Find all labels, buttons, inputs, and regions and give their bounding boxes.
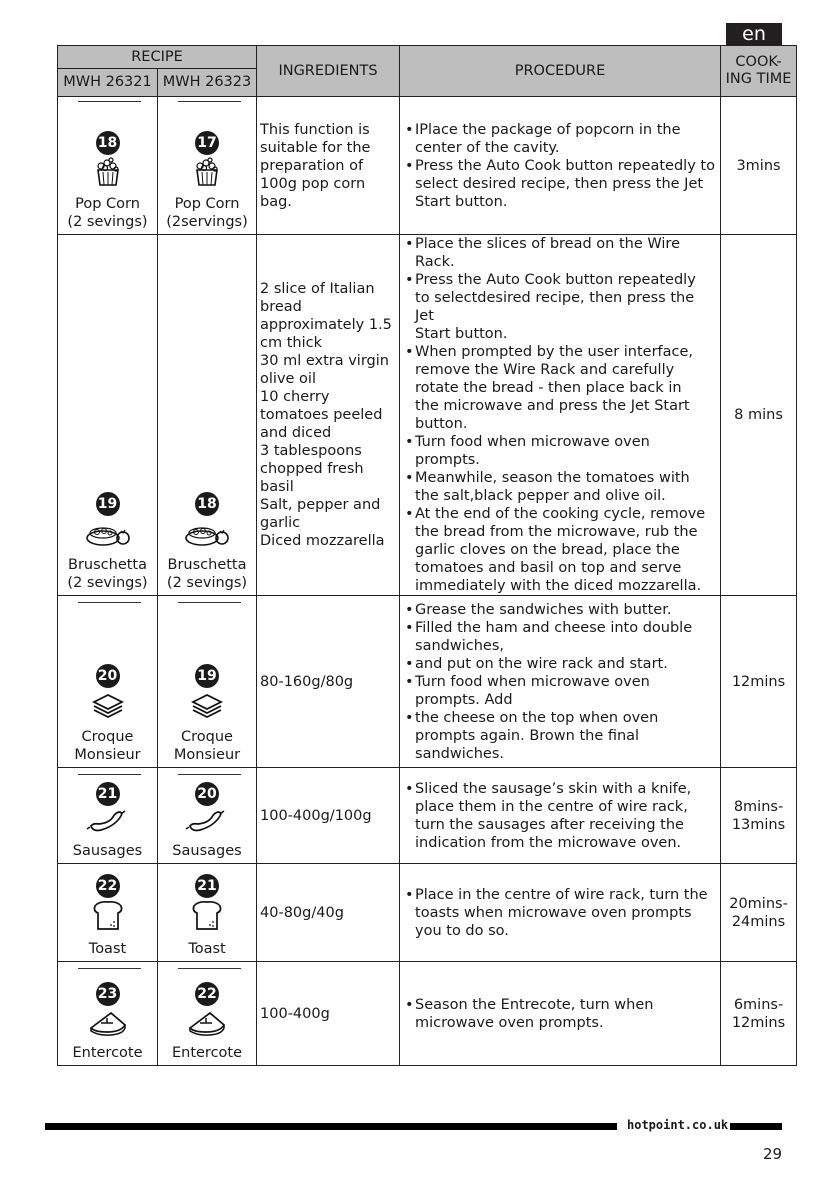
recipe-name: Bruschetta: [68, 557, 147, 573]
procedure-step: [405, 505, 717, 595]
procedure-step: [405, 886, 717, 940]
procedure-step: [405, 673, 717, 709]
ingredient-line: Diced mozzarella: [260, 533, 385, 549]
recipe-cell-model-2: [158, 97, 257, 235]
recipe-cell-model-2: [158, 962, 257, 1066]
recipe-table: [57, 45, 797, 1066]
recipe-row: [58, 235, 797, 596]
ingredient-line: tomatoes peeled: [260, 407, 383, 423]
ingredient-line: 100-400g: [260, 1005, 330, 1022]
recipe-name: (2servings): [166, 214, 248, 230]
procedure-cell: [400, 596, 721, 768]
procedure-line: Press the Auto Cook button repeatedly: [415, 272, 696, 288]
ingredients-cell: [257, 97, 400, 235]
ingredient-line: Salt, pepper and: [260, 497, 381, 513]
procedure-line: Meanwhile, season the tomatoes with: [415, 470, 690, 486]
ingredient-line: bread: [260, 299, 302, 315]
program-number-badge: 22: [195, 982, 219, 1006]
bullet: •: [405, 886, 414, 903]
ingredient-line: 100g pop corn: [260, 175, 366, 192]
recipe-cell-model-2: [158, 864, 257, 962]
procedure-line: prompts. Add: [415, 691, 513, 708]
recipe-name: Entercote: [171, 1045, 243, 1061]
cooking-time-cell: [721, 864, 797, 962]
ingredients-cell: [257, 596, 400, 768]
recipe-name: (2 sevings): [67, 575, 148, 591]
steak-icon: [58, 1008, 157, 1040]
bullet: •: [405, 655, 414, 672]
recipe-cell-model-2: [158, 768, 257, 864]
cooking-time-line: 3mins: [736, 157, 781, 174]
program-number-badge: 18: [195, 492, 219, 516]
ingredient-line: preparation of: [260, 157, 364, 174]
recipe-name: Sausages: [72, 843, 143, 859]
recipe-divider-line: [178, 602, 241, 603]
procedure-line: tomatoes and basil on top and serve: [415, 560, 682, 576]
procedure-step: [405, 601, 717, 619]
popcorn-icon: [158, 157, 256, 191]
toast-icon: [58, 900, 157, 936]
bullet: •: [405, 506, 414, 522]
ingredient-line: approximately 1.5: [260, 317, 392, 333]
ingredient-line: 10 cherry: [260, 389, 330, 405]
recipe-name: (2 sevings): [166, 575, 248, 591]
ingredient-line: 100-400g/100g: [260, 807, 372, 824]
procedure-line: sandwiches,: [415, 637, 504, 654]
recipe-name: Monsieur: [173, 747, 241, 763]
bullet: •: [405, 619, 414, 636]
procedure-line: prompts.: [415, 452, 480, 468]
program-number-badge: 21: [195, 874, 219, 898]
procedure-step: [405, 780, 717, 852]
footer-site: hotpoint.co.uk: [627, 1118, 729, 1132]
procedure-line: sandwiches.: [415, 745, 504, 762]
procedure-step: [405, 235, 717, 271]
procedure-line: Place in the centre of wire rack, turn the: [415, 886, 708, 903]
procedure-line: Place the slices of bread on the Wire: [415, 236, 680, 252]
recipe-divider-line: [178, 101, 241, 102]
cooking-time-line: 6mins-: [733, 996, 784, 1013]
bullet: •: [405, 157, 414, 174]
ingredient-line: This function is: [260, 121, 370, 138]
header-model-2: MWH 26323: [158, 69, 257, 97]
program-number-badge: 18: [96, 131, 120, 155]
bullet: •: [405, 780, 414, 797]
procedure-step: [405, 996, 717, 1032]
procedure-line: Turn food when microwave oven: [415, 673, 650, 690]
recipe-name: Croque: [81, 729, 134, 745]
procedure-line: Turn food when microwave oven: [415, 434, 650, 450]
ingredient-line: 2 slice of Italian: [260, 281, 375, 297]
recipe-row: [58, 596, 797, 768]
procedure-step: [405, 709, 717, 763]
header-cooking-time: [721, 46, 797, 97]
recipe-name: Pop Corn: [75, 196, 140, 212]
program-number-badge: 19: [195, 664, 219, 688]
popcorn-icon: [58, 157, 157, 191]
procedure-line: Sliced the sausage’s skin with a knife,: [415, 780, 692, 797]
recipe-row: [58, 962, 797, 1066]
page-number: 29: [763, 1145, 783, 1163]
ingredient-line: garlic: [260, 515, 301, 531]
procedure-line: the cheese on the top when oven: [415, 709, 659, 726]
cooking-time-line: 12mins: [731, 673, 786, 690]
bullet: •: [405, 121, 414, 138]
toast-icon: [158, 900, 256, 936]
footer-rule-left: [45, 1123, 617, 1130]
header-model-1: MWH 26321: [58, 69, 158, 97]
sandwich-icon: [158, 690, 256, 724]
procedure-step: [405, 655, 717, 673]
recipe-name: Croque: [181, 729, 233, 745]
procedure-step: [405, 271, 717, 343]
ingredient-line: 30 ml extra virgin: [260, 353, 389, 369]
header-ingredients: INGREDIENTS: [257, 46, 400, 97]
bruschetta-icon: [158, 518, 256, 552]
procedure-line: rotate the bread - then place back in: [415, 380, 682, 396]
ingredient-line: basil: [260, 479, 294, 495]
cooking-time-cell: [721, 97, 797, 235]
ingredient-line: and diced: [260, 425, 332, 441]
recipe-name: Pop Corn: [174, 196, 240, 212]
procedure-cell: [400, 962, 721, 1066]
cooking-time-cell: [721, 235, 797, 596]
recipe-cell-model-1: [58, 596, 158, 768]
procedure-step: [405, 121, 717, 157]
program-number-badge: 22: [96, 874, 120, 898]
recipe-row: [58, 97, 797, 235]
recipe-divider-line: [78, 101, 141, 102]
procedure-step: [405, 433, 717, 469]
procedure-step: [405, 343, 717, 433]
recipe-name: Bruschetta: [167, 557, 247, 573]
procedure-line: select desired recipe, then press the Jet: [415, 175, 704, 192]
sausage-icon: [58, 808, 157, 838]
ingredients-cell: [257, 962, 400, 1066]
bullet: •: [405, 673, 414, 690]
recipe-cell-model-1: [58, 864, 158, 962]
footer-rule-right: [730, 1123, 782, 1130]
recipe-cell-model-1: [58, 97, 158, 235]
procedure-line: Start button.: [415, 193, 508, 210]
procedure-line: Filled the ham and cheese into double: [415, 619, 693, 636]
ingredients-cell: [257, 235, 400, 596]
procedure-line: the microwave and press the Jet Start: [415, 398, 690, 414]
procedure-line: When prompted by the user interface,: [415, 344, 694, 360]
procedure-step: [405, 469, 717, 505]
ingredients-cell: [257, 768, 400, 864]
procedure-line: you to do so.: [415, 922, 509, 939]
procedure-line: remove the Wire Rack and carefully: [415, 362, 675, 378]
steak-icon: [158, 1008, 256, 1040]
cooking-time-line: 8mins-: [733, 798, 784, 815]
bullet: •: [405, 344, 414, 360]
cooking-time-line: 20mins-: [729, 895, 788, 912]
recipe-cell-model-1: [58, 235, 158, 596]
bruschetta-icon: [58, 518, 157, 552]
procedure-line: garlic cloves on the bread, place the: [415, 542, 680, 558]
sausage-icon: [158, 808, 256, 838]
ingredient-line: 40-80g/40g: [260, 904, 344, 921]
ingredient-line: suitable for the: [260, 139, 371, 156]
procedure-line: the bread from the microwave, rub the: [415, 524, 698, 540]
cooking-time-line: 8 mins: [734, 407, 783, 423]
bullet: •: [405, 236, 414, 252]
program-number-badge: 17: [195, 131, 219, 155]
procedure-cell: [400, 768, 721, 864]
procedure-line: button.: [415, 416, 468, 432]
recipe-cell-model-2: [158, 235, 257, 596]
ingredient-line: cm thick: [260, 335, 322, 351]
program-number-badge: 19: [96, 492, 120, 516]
procedure-line: turn the sausages after receiving the: [415, 816, 684, 833]
procedure-line: the salt,black pepper and olive oil.: [415, 488, 666, 504]
procedure-line: IPlace the package of popcorn in the: [415, 121, 681, 138]
procedure-step: [405, 619, 717, 655]
procedure-line: center of the cavity.: [415, 139, 560, 156]
program-number-badge: 20: [96, 664, 120, 688]
procedure-line: to selectdesired recipe, then press the Jet: [415, 290, 695, 324]
ingredient-line: olive oil: [260, 371, 316, 387]
procedure-line: Press the Auto Cook button repeatedly to: [415, 157, 715, 174]
cooking-time-cell: [721, 596, 797, 768]
ingredients-cell: [257, 864, 400, 962]
recipe-name: (2 sevings): [67, 214, 148, 230]
procedure-step: [405, 157, 717, 211]
procedure-line: Season the Entrecote, turn when: [415, 996, 654, 1013]
program-number-badge: 23: [96, 982, 120, 1006]
program-number-badge: 20: [195, 782, 219, 806]
cooking-time-cell: [721, 962, 797, 1066]
recipe-cell-model-1: [58, 962, 158, 1066]
ingredient-line: bag.: [260, 193, 292, 210]
recipe-divider-line: [178, 774, 241, 775]
procedure-line: Start button.: [415, 326, 508, 342]
procedure-line: prompts again. Brown the final: [415, 727, 640, 744]
ingredient-line: 3 tablespoons: [260, 443, 362, 459]
bullet: •: [405, 470, 414, 486]
language-badge: en: [726, 23, 782, 45]
procedure-line: microwave oven prompts.: [415, 1014, 604, 1031]
header-time-line1: COOK-: [735, 54, 782, 70]
procedure-cell: [400, 97, 721, 235]
bullet: •: [405, 709, 414, 726]
header-procedure: PROCEDURE: [400, 46, 721, 97]
procedure-line: immediately with the diced mozzarella.: [415, 578, 702, 594]
cooking-time-line: 13mins: [731, 816, 786, 833]
program-number-badge: 21: [96, 782, 120, 806]
bullet: •: [405, 601, 414, 618]
procedure-line: toasts when microwave oven prompts: [415, 904, 692, 921]
procedure-line: indication from the microwave oven.: [415, 834, 682, 851]
recipe-divider-line: [178, 968, 241, 969]
recipe-divider-line: [78, 774, 141, 775]
procedure-line: Rack.: [415, 254, 455, 270]
bullet: •: [405, 272, 414, 288]
ingredient-line: 80-160g/80g: [260, 673, 354, 690]
procedure-line: At the end of the cooking cycle, remove: [415, 506, 706, 522]
procedure-cell: [400, 235, 721, 596]
procedure-line: Grease the sandwiches with butter.: [415, 601, 672, 618]
recipe-divider-line: [78, 968, 141, 969]
recipe-cell-model-1: [58, 768, 158, 864]
bullet: •: [405, 996, 414, 1013]
cooking-time-line: 24mins: [731, 913, 786, 930]
bullet: •: [405, 434, 414, 450]
cooking-time-line: 12mins: [731, 1014, 786, 1031]
procedure-line: place them in the centre of wire rack,: [415, 798, 688, 815]
recipe-name: Sausages: [172, 843, 242, 859]
header-recipe: RECIPE: [58, 46, 257, 69]
ingredient-line: chopped fresh: [260, 461, 364, 477]
recipe-name: Toast: [188, 941, 226, 957]
recipe-row: [58, 864, 797, 962]
recipe-name: Entercote: [72, 1045, 143, 1061]
recipe-cell-model-2: [158, 596, 257, 768]
recipe-name: Toast: [88, 941, 127, 957]
header-time-line2: ING TIME: [725, 71, 792, 87]
recipe-divider-line: [78, 602, 141, 603]
sandwich-icon: [58, 690, 157, 724]
recipe-name: Monsieur: [74, 747, 141, 763]
recipe-row: [58, 768, 797, 864]
procedure-cell: [400, 864, 721, 962]
procedure-line: and put on the wire rack and start.: [415, 655, 668, 672]
cooking-time-cell: [721, 768, 797, 864]
